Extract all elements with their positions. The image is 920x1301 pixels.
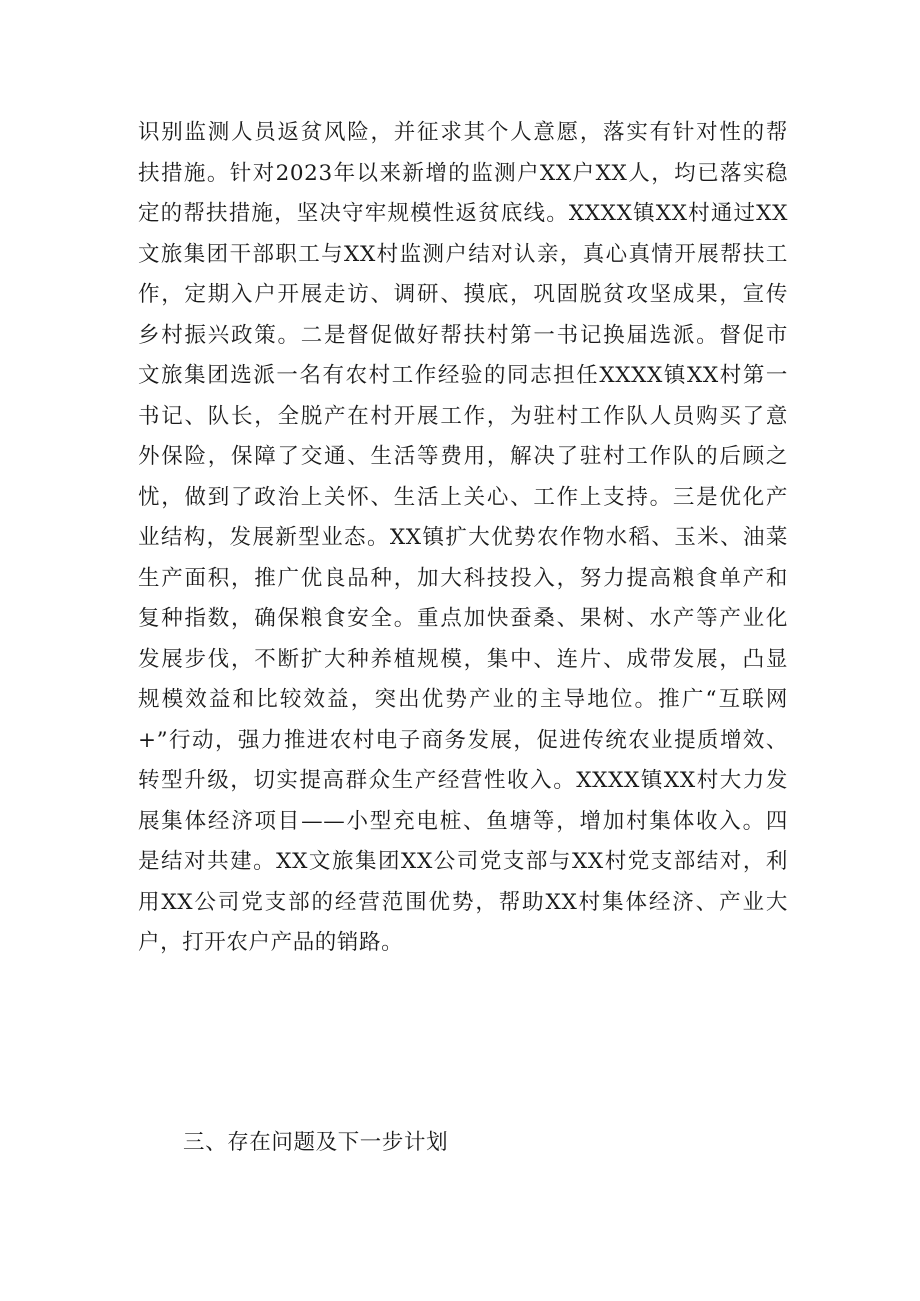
body-paragraph — [138, 113, 788, 964]
paragraph-line: 用XX公司党支部的经营范围优势，帮助XX村集体经济、产业大 — [138, 889, 788, 915]
paragraph-line: 书记、队长，全脱产在村开展工作，为驻村工作队人员购买了意 — [138, 403, 788, 429]
paragraph-line: 文旅集团选派一名有农村工作经验的同志担任XXXX镇XX村第一 — [138, 363, 788, 388]
paragraph-line: 生产面积，推广优良品种，加大科技投入，努力提高粮食单产和 — [138, 565, 788, 591]
paragraph-line: 转型升级，切实提高群众生产经营性收入。XXXX镇XX村大力发 — [138, 768, 788, 793]
paragraph-line: 展集体经济项目——小型充电桩、鱼塘等，增加村集体收入。四 — [138, 808, 788, 834]
paragraph-line: +”行动，强力推进农村电子商务发展，促进传统农业提质增效、 — [138, 727, 788, 753]
paragraph-line: 作，定期入户开展走访、调研、摸底，巩固脱贫攻坚成果，宣传 — [138, 282, 788, 307]
section-heading: 三、存在问题及下一步计划 — [183, 1130, 449, 1155]
paragraph-line: 外保险，保障了交通、生活等费用，解决了驻村工作队的后顾之 — [138, 444, 788, 469]
paragraph-line: 文旅集团干部职工与XX村监测户结对认亲，真心真情开展帮扶工 — [138, 241, 788, 267]
paragraph-line: 扶措施。针对2023年以来新增的监测户XX户XX人，均已落实稳 — [138, 160, 788, 186]
paragraph-line: 发展步伐，不断扩大种养植规模，集中、连片、成带发展，凸显 — [138, 646, 788, 672]
paragraph-line: 规模效益和比较效益，突出优势产业的主导地位。推广“互联网 — [138, 687, 788, 712]
paragraph-line: 业结构，发展新型业态。XX镇扩大优势农作物水稻、玉米、油菜 — [138, 525, 788, 550]
paragraph-line: 是结对共建。XX文旅集团XX公司党支部与XX村党支部结对，利 — [138, 849, 788, 874]
paragraph-line: 识别监测人员返贫风险，并征求其个人意愿，落实有针对性的帮 — [138, 120, 788, 145]
paragraph-line: 乡村振兴政策。二是督促做好帮扶村第一书记换届选派。督促市 — [138, 322, 788, 348]
paragraph-line-last: 户，打开农户产品的销路。 — [138, 930, 404, 955]
paragraph-line: 忧，做到了政治上关怀、生活上关心、工作上支持。三是优化产 — [138, 484, 788, 510]
paragraph-line: 定的帮扶措施，坚决守牢规模性返贫底线。XXXX镇XX村通过XX — [138, 201, 788, 226]
paragraph-line: 复种指数，确保粮食安全。重点加快蚕桑、果树、水产等产业化 — [138, 606, 788, 631]
